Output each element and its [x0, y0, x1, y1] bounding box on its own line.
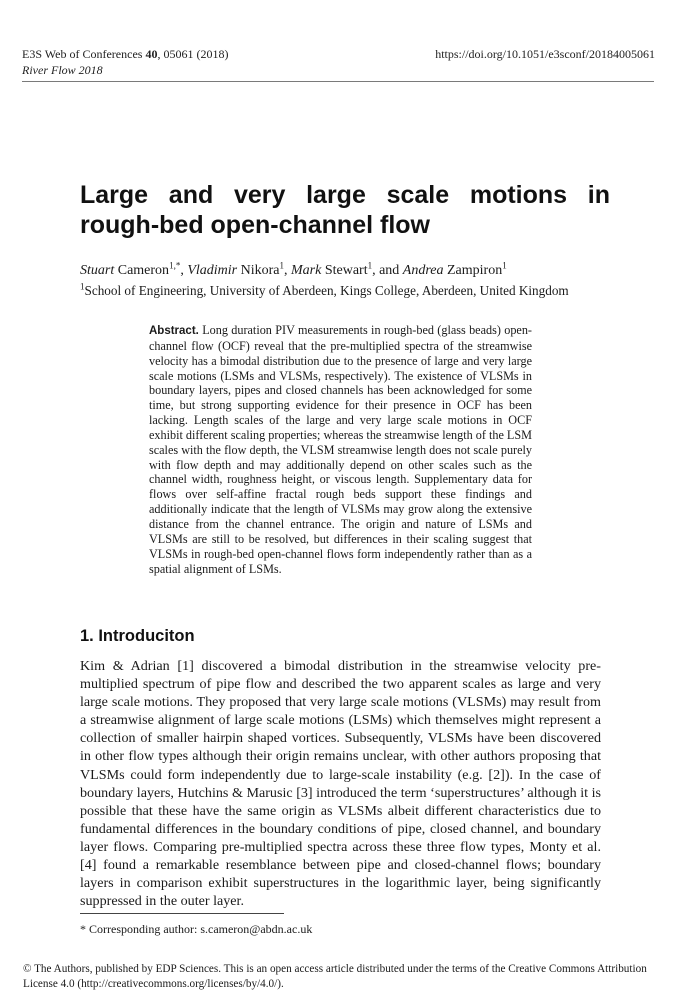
author: Andrea Zampiron$^1$ [402, 260, 507, 278]
doi-link[interactable]: https://doi.org/10.1051/e3sconf/20184005061 [435, 47, 655, 61]
author-list [80, 262, 507, 280]
footnote-divider [80, 913, 284, 914]
journal-citation: E3S Web of Conferences 40, 05061 (2018) [22, 47, 229, 61]
license-notice: © The Authors, published by EDP Sciences. This is an open access article distributed under the terms of the Creative Commons Attribution License 4.0 (http://creativecommons.org/licenses/by/4.0/). [23, 963, 647, 990]
section-heading: 1. Introduciton [80, 627, 195, 645]
abstract-label: Abstract. [149, 325, 199, 337]
intro-paragraph: Kim & Adrian [1] discovered a bimodal distribution in the streamwise velocity pre-multiplied spectrum of pipe flow and described the two apparent scales as large and very large scale motions. They proposed that very large scale motions (VLSMs) may result from a streamwise alignment of large scale motions (LSMs) which themselves might represent a collection of smaller hairpin shaped vortices. Subsequently, VLSMs have been discovered in other flow types although their origin remains unclear, with other authors proposing that VLSMs could form independently due to large-scale instability (e.g. [2]). In the case of boundary layers, Hutchins & Marusic [3] introduced the term ‘superstructures’ although it is possible that these have the same origin as VLSMs albeit different characteristics due to fundamental differences in the boundary conditions of pipe, closed channel, and boundary layer flows. Comparing pre-multiplied spectra across these three flow types, Monty et al. [4] found a remarkable resemblance between pipe and closed-channel flows; boundary layers in comparison exhibit superstructures in the logarithmic layer, being significantly suppressed in the outer layer. [80, 658, 601, 910]
volume-number: 40 [145, 47, 158, 61]
corresponding-author-footnote: * Corresponding author: s.cameron@abdn.ac.uk [80, 922, 313, 936]
author: Mark Stewart$^1$, and [290, 260, 403, 278]
abstract [149, 323, 532, 576]
paper-title: Large and very large scale motions in rough-bed open-channel flow [80, 181, 610, 239]
affiliation: $^1$School of Engineering, University of Aberdeen, Kings College, Aberdeen, United Kingdom [80, 281, 569, 298]
author: Vladimir Nikora$^1$, [187, 260, 291, 278]
abstract-text: Long duration PIV measurements in rough-bed (glass beads) open-channel flow (OCF) reveal that the pre-multiplied spectra of the streamwise velocity has a bimodal distribution due to the presence of large and very large scale motions (LSMs and VLSMs, respectively). The existence of VLSMs in boundary layers, pipes and closed channels has been acknowledged for some time, but strong supporting evidence for their presence in OCF has been lacking. Length scales of the large and very large scale motions in OCF exhibit different scaling properties; whereas the streamwise length of the LSM scales with the flow depth, the VLSM streamwise length does not scale purely with flow depth and may additionally depend on other scales such as the channel width, roughness height, or viscous length. Supplementary data for flows over self-affine fractal rough beds support these findings and additionally indicate that the length of VLSMs may grow along the extensive distance from the channel entrance. The origin and nature of LSMs and VLSMs are still to be resolved, but differences in their scaling suggest that VLSMs in rough-bed open-channel flows form independently rather than as a spatial alignment of LSMs. [149, 323, 532, 576]
conference-name: River Flow 2018 [22, 63, 103, 77]
header-divider [22, 81, 654, 82]
author: Stuart Cameron$^{1,*}$, [80, 260, 188, 278]
